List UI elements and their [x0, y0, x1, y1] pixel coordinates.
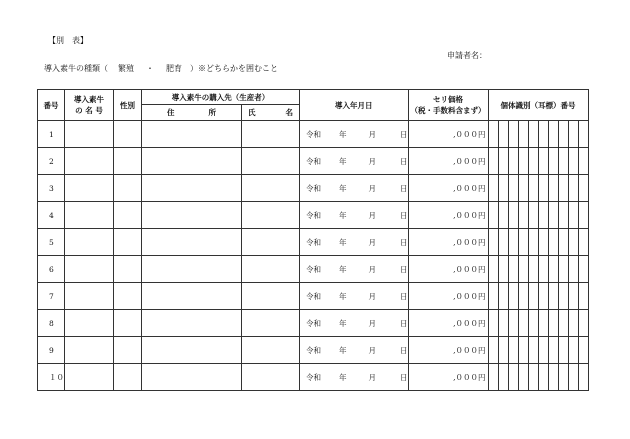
ear-tag-digit-cell[interactable]: [538, 148, 548, 175]
era-label: 令和: [306, 183, 321, 193]
address-cell[interactable]: [142, 310, 242, 337]
ear-tag-digit-cell[interactable]: [498, 337, 508, 364]
ear-tag-digit-cell[interactable]: [548, 310, 558, 337]
day-label: 日: [400, 237, 408, 247]
day-label: 日: [400, 345, 408, 355]
header-cattle-name: [65, 90, 114, 121]
month-label: 月: [368, 129, 376, 139]
cattle-type-line: [44, 65, 278, 73]
header-price: [408, 90, 488, 121]
sex-cell[interactable]: [114, 364, 142, 391]
price-suffix: ,０００円: [453, 318, 486, 328]
era-label: 令和: [306, 210, 321, 220]
row-number: 2: [38, 148, 65, 175]
sex-cell[interactable]: [114, 229, 142, 256]
month-label: 月: [368, 291, 376, 301]
price-suffix: ,０００円: [453, 237, 486, 247]
header-name-char2: 名: [285, 108, 293, 117]
address-cell[interactable]: [142, 121, 242, 148]
cattle-type-fattening[interactable]: 肥育: [166, 64, 182, 73]
ear-tag-digit-cell[interactable]: [528, 364, 538, 391]
header-producer-name: [242, 105, 300, 121]
address-cell[interactable]: [142, 202, 242, 229]
ear-tag-digit-cell[interactable]: [498, 202, 508, 229]
year-label: 年: [339, 318, 347, 328]
ear-tag-digit-cell[interactable]: [508, 121, 518, 148]
producer-name-cell[interactable]: [242, 283, 300, 310]
ear-tag-digit-cell[interactable]: [488, 256, 498, 283]
header-intro-date: 導入年月日: [300, 90, 409, 121]
year-label: 年: [339, 372, 347, 382]
producer-name-cell[interactable]: [242, 310, 300, 337]
ear-tag-digit-cell[interactable]: [518, 121, 528, 148]
month-label: 月: [368, 237, 376, 247]
ear-tag-digit-cell[interactable]: [538, 202, 548, 229]
sex-cell[interactable]: [114, 310, 142, 337]
intro-date-cell[interactable]: [300, 283, 409, 310]
ear-tag-digit-cell[interactable]: [558, 148, 568, 175]
ear-tag-digit-cell[interactable]: [578, 364, 588, 391]
header-address-char1: 住: [167, 108, 175, 117]
producer-name-cell[interactable]: [242, 148, 300, 175]
ear-tag-digit-cell[interactable]: [508, 283, 518, 310]
ear-tag-digit-cell[interactable]: [488, 364, 498, 391]
ear-tag-digit-cell[interactable]: [488, 121, 498, 148]
ear-tag-digit-cell[interactable]: [578, 121, 588, 148]
cattle-type-suffix: ）※どちらかを囲むこと: [190, 64, 278, 73]
price-cell[interactable]: [408, 256, 488, 283]
price-suffix: ,０００円: [453, 210, 486, 220]
cattle-type-breeding[interactable]: 繁殖: [118, 64, 134, 73]
month-label: 月: [368, 345, 376, 355]
cattle-name-cell[interactable]: [65, 175, 114, 202]
ear-tag-digit-cell[interactable]: [528, 148, 538, 175]
ear-tag-digit-cell[interactable]: [508, 310, 518, 337]
table-row: [38, 256, 589, 283]
producer-name-cell[interactable]: [242, 256, 300, 283]
address-cell[interactable]: [142, 283, 242, 310]
header-ear-tag: 個体識別（耳標）番号: [488, 90, 588, 121]
ear-tag-digit-cell[interactable]: [498, 310, 508, 337]
ear-tag-digit-cell[interactable]: [528, 256, 538, 283]
ear-tag-digit-cell[interactable]: [558, 121, 568, 148]
price-suffix: ,０００円: [453, 372, 486, 382]
row-number: 3: [38, 175, 65, 202]
intro-date-cell[interactable]: [300, 121, 409, 148]
ear-tag-digit-cell[interactable]: [498, 121, 508, 148]
header-purchase-source: 導入素牛の購入先（生産者）: [142, 90, 300, 105]
price-suffix: ,０００円: [453, 291, 486, 301]
row-number: １０: [38, 364, 65, 391]
cattle-name-cell[interactable]: [65, 121, 114, 148]
applicant-name-label: 申請者名：: [447, 51, 487, 60]
producer-name-cell[interactable]: [242, 364, 300, 391]
intro-date-cell[interactable]: [300, 229, 409, 256]
ear-tag-digit-cell[interactable]: [568, 364, 578, 391]
ear-tag-digit-cell[interactable]: [538, 229, 548, 256]
ear-tag-digit-cell[interactable]: [548, 202, 558, 229]
ear-tag-digit-cell[interactable]: [508, 229, 518, 256]
ear-tag-digit-cell[interactable]: [558, 364, 568, 391]
address-cell[interactable]: [142, 229, 242, 256]
producer-name-cell[interactable]: [242, 337, 300, 364]
ear-tag-digit-cell[interactable]: [548, 337, 558, 364]
intro-date-cell[interactable]: [300, 364, 409, 391]
ear-tag-digit-cell[interactable]: [548, 175, 558, 202]
ear-tag-digit-cell[interactable]: [558, 337, 568, 364]
ear-tag-digit-cell[interactable]: [518, 148, 528, 175]
ear-tag-digit-cell[interactable]: [518, 364, 528, 391]
row-number: 7: [38, 283, 65, 310]
table-row: [38, 202, 589, 229]
price-suffix: ,０００円: [453, 156, 486, 166]
ear-tag-digit-cell[interactable]: [558, 175, 568, 202]
era-label: 令和: [306, 264, 321, 274]
era-label: 令和: [306, 345, 321, 355]
price-cell[interactable]: [408, 337, 488, 364]
year-label: 年: [339, 345, 347, 355]
month-label: 月: [368, 210, 376, 220]
ear-tag-digit-cell[interactable]: [488, 310, 498, 337]
ear-tag-digit-cell[interactable]: [508, 175, 518, 202]
ear-tag-digit-cell[interactable]: [518, 283, 528, 310]
era-label: 令和: [306, 291, 321, 301]
ear-tag-digit-cell[interactable]: [558, 310, 568, 337]
sex-cell[interactable]: [114, 121, 142, 148]
row-number: 6: [38, 256, 65, 283]
ear-tag-digit-cell[interactable]: [568, 121, 578, 148]
ear-tag-digit-cell[interactable]: [578, 148, 588, 175]
price-cell[interactable]: [408, 148, 488, 175]
ear-tag-digit-cell[interactable]: [518, 337, 528, 364]
address-cell[interactable]: [142, 337, 242, 364]
price-suffix: ,０００円: [453, 183, 486, 193]
ear-tag-digit-cell[interactable]: [538, 175, 548, 202]
price-cell[interactable]: [408, 310, 488, 337]
sex-cell[interactable]: [114, 337, 142, 364]
ear-tag-digit-cell[interactable]: [558, 229, 568, 256]
intro-date-cell[interactable]: [300, 337, 409, 364]
ear-tag-digit-cell[interactable]: [578, 229, 588, 256]
header-number: 番号: [38, 90, 65, 121]
ear-tag-digit-cell[interactable]: [518, 229, 528, 256]
row-number: 5: [38, 229, 65, 256]
price-cell[interactable]: [408, 283, 488, 310]
ear-tag-digit-cell[interactable]: [558, 256, 568, 283]
intro-date-cell[interactable]: [300, 310, 409, 337]
intro-date-cell[interactable]: [300, 148, 409, 175]
sex-cell[interactable]: [114, 148, 142, 175]
ear-tag-digit-cell[interactable]: [568, 283, 578, 310]
era-label: 令和: [306, 156, 321, 166]
cattle-name-cell[interactable]: [65, 337, 114, 364]
year-label: 年: [339, 237, 347, 247]
producer-name-cell[interactable]: [242, 229, 300, 256]
month-label: 月: [368, 156, 376, 166]
table-row: [38, 310, 589, 337]
ear-tag-digit-cell[interactable]: [528, 175, 538, 202]
day-label: 日: [400, 372, 408, 382]
price-suffix: ,０００円: [453, 345, 486, 355]
cattle-name-cell[interactable]: [65, 148, 114, 175]
year-label: 年: [339, 291, 347, 301]
ear-tag-digit-cell[interactable]: [508, 364, 518, 391]
ear-tag-digit-cell[interactable]: [508, 256, 518, 283]
sex-cell[interactable]: [114, 175, 142, 202]
address-cell[interactable]: [142, 148, 242, 175]
header-name-char1: 氏: [248, 108, 256, 117]
intro-date-cell[interactable]: [300, 202, 409, 229]
header-cattle-name-line1: 導入素牛: [74, 95, 104, 104]
ear-tag-digit-cell[interactable]: [518, 202, 528, 229]
table-row: [38, 229, 589, 256]
price-cell[interactable]: [408, 175, 488, 202]
ear-tag-digit-cell[interactable]: [498, 175, 508, 202]
era-label: 令和: [306, 237, 321, 247]
month-label: 月: [368, 318, 376, 328]
ear-tag-digit-cell[interactable]: [578, 283, 588, 310]
row-number: 4: [38, 202, 65, 229]
table-row: [38, 121, 589, 148]
era-label: 令和: [306, 318, 321, 328]
ear-tag-digit-cell[interactable]: [548, 256, 558, 283]
ear-tag-digit-cell[interactable]: [518, 175, 528, 202]
table-row: [38, 175, 589, 202]
cattle-name-cell[interactable]: [65, 310, 114, 337]
year-label: 年: [339, 183, 347, 193]
ear-tag-digit-cell[interactable]: [558, 283, 568, 310]
cattle-name-cell[interactable]: [65, 283, 114, 310]
month-label: 月: [368, 372, 376, 382]
ear-tag-digit-cell[interactable]: [568, 202, 578, 229]
ear-tag-digit-cell[interactable]: [528, 121, 538, 148]
ear-tag-digit-cell[interactable]: [528, 202, 538, 229]
ear-tag-digit-cell[interactable]: [538, 283, 548, 310]
sex-cell[interactable]: [114, 283, 142, 310]
ear-tag-digit-cell[interactable]: [558, 202, 568, 229]
ear-tag-digit-cell[interactable]: [568, 310, 578, 337]
header-address: [142, 105, 242, 121]
intro-date-cell[interactable]: [300, 256, 409, 283]
header-address-char2: 所: [208, 108, 216, 117]
ear-tag-digit-cell[interactable]: [528, 229, 538, 256]
ear-tag-digit-cell[interactable]: [548, 364, 558, 391]
header-row-1: [38, 90, 589, 105]
sex-cell[interactable]: [114, 202, 142, 229]
ear-tag-digit-cell[interactable]: [578, 202, 588, 229]
ear-tag-digit-cell[interactable]: [568, 256, 578, 283]
day-label: 日: [400, 156, 408, 166]
cattle-name-cell[interactable]: [65, 364, 114, 391]
header-cattle-name-line2: の 名 号: [75, 106, 103, 115]
header-sex: 性別: [114, 90, 142, 121]
address-cell[interactable]: [142, 364, 242, 391]
ear-tag-digit-cell[interactable]: [488, 175, 498, 202]
ear-tag-digit-cell[interactable]: [568, 175, 578, 202]
ear-tag-digit-cell[interactable]: [578, 337, 588, 364]
ear-tag-digit-cell[interactable]: [538, 337, 548, 364]
ear-tag-digit-cell[interactable]: [538, 121, 548, 148]
table-row: [38, 337, 589, 364]
era-label: 令和: [306, 372, 321, 382]
ear-tag-digit-cell[interactable]: [498, 256, 508, 283]
ear-tag-digit-cell[interactable]: [488, 229, 498, 256]
price-suffix: ,０００円: [453, 264, 486, 274]
address-cell[interactable]: [142, 256, 242, 283]
cattle-name-cell[interactable]: [65, 202, 114, 229]
ear-tag-digit-cell[interactable]: [498, 283, 508, 310]
header-price-line2: （税・手数料含まず）: [410, 106, 486, 115]
ear-tag-digit-cell[interactable]: [568, 229, 578, 256]
ear-tag-digit-cell[interactable]: [498, 229, 508, 256]
ear-tag-digit-cell[interactable]: [538, 256, 548, 283]
intro-date-cell[interactable]: [300, 175, 409, 202]
cattle-type-separator: ・: [146, 64, 154, 73]
year-label: 年: [339, 156, 347, 166]
ear-tag-digit-cell[interactable]: [568, 148, 578, 175]
address-cell[interactable]: [142, 175, 242, 202]
row-number: 8: [38, 310, 65, 337]
ear-tag-digit-cell[interactable]: [518, 310, 528, 337]
ear-tag-digit-cell[interactable]: [528, 310, 538, 337]
row-number: 1: [38, 121, 65, 148]
year-label: 年: [339, 129, 347, 139]
ear-tag-digit-cell[interactable]: [578, 175, 588, 202]
day-label: 日: [400, 264, 408, 274]
ear-tag-digit-cell[interactable]: [508, 337, 518, 364]
ear-tag-digit-cell[interactable]: [488, 148, 498, 175]
ear-tag-digit-cell[interactable]: [548, 229, 558, 256]
ear-tag-digit-cell[interactable]: [498, 148, 508, 175]
ear-tag-digit-cell[interactable]: [488, 283, 498, 310]
row-number: 9: [38, 337, 65, 364]
cattle-name-cell[interactable]: [65, 256, 114, 283]
ear-tag-digit-cell[interactable]: [538, 364, 548, 391]
ear-tag-digit-cell[interactable]: [548, 121, 558, 148]
ear-tag-digit-cell[interactable]: [488, 202, 498, 229]
ear-tag-digit-cell[interactable]: [528, 283, 538, 310]
ear-tag-digit-cell[interactable]: [488, 337, 498, 364]
ear-tag-digit-cell[interactable]: [518, 256, 528, 283]
ear-tag-digit-cell[interactable]: [538, 310, 548, 337]
annex-label: 【別 表】: [48, 36, 88, 45]
day-label: 日: [400, 129, 408, 139]
price-cell[interactable]: [408, 229, 488, 256]
price-cell[interactable]: [408, 202, 488, 229]
day-label: 日: [400, 318, 408, 328]
price-suffix: ,０００円: [453, 129, 486, 139]
ear-tag-digit-cell[interactable]: [528, 337, 538, 364]
year-label: 年: [339, 210, 347, 220]
cattle-name-cell[interactable]: [65, 229, 114, 256]
month-label: 月: [368, 183, 376, 193]
ear-tag-digit-cell[interactable]: [548, 148, 558, 175]
day-label: 日: [400, 210, 408, 220]
year-label: 年: [339, 264, 347, 274]
sex-cell[interactable]: [114, 256, 142, 283]
ear-tag-digit-cell[interactable]: [508, 148, 518, 175]
ear-tag-digit-cell[interactable]: [548, 283, 558, 310]
day-label: 日: [400, 291, 408, 301]
table-row: [38, 148, 589, 175]
producer-name-cell[interactable]: [242, 202, 300, 229]
producer-name-cell[interactable]: [242, 175, 300, 202]
table-row: [38, 283, 589, 310]
era-label: 令和: [306, 129, 321, 139]
ear-tag-digit-cell[interactable]: [508, 202, 518, 229]
cattle-introduction-table: [37, 89, 589, 391]
ear-tag-digit-cell[interactable]: [568, 337, 578, 364]
month-label: 月: [368, 264, 376, 274]
table-row: [38, 364, 589, 391]
ear-tag-digit-cell[interactable]: [578, 310, 588, 337]
ear-tag-digit-cell[interactable]: [578, 256, 588, 283]
ear-tag-digit-cell[interactable]: [498, 364, 508, 391]
day-label: 日: [400, 183, 408, 193]
price-cell[interactable]: [408, 121, 488, 148]
header-price-line1: セリ価格: [433, 95, 463, 104]
cattle-type-prefix: 導入素牛の種類（: [44, 64, 108, 73]
price-cell[interactable]: [408, 364, 488, 391]
producer-name-cell[interactable]: [242, 121, 300, 148]
